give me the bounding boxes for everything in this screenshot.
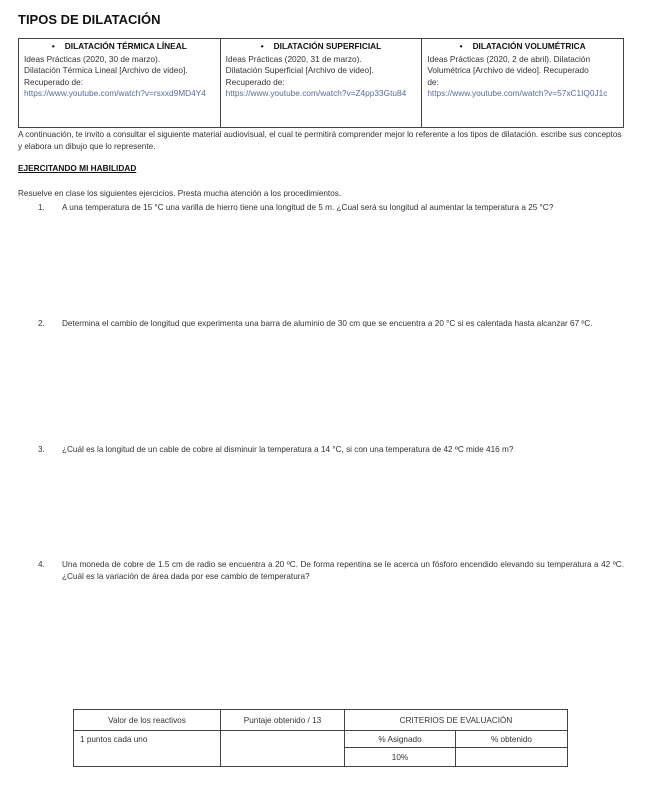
exercise-item [38,444,624,456]
video-link-linear[interactable]: https://www.youtube.com/watch?v=rsxxd9MD4Y4 [24,88,206,98]
resource-line: Recuperado de: [24,76,84,87]
exercise-number: 3. [38,445,45,454]
rubric-assigned-header: % Asignado [345,731,456,748]
resource-line: Dilatación Térmica Lineal [Archivo de video]. [24,65,188,75]
resource-line: Recuperado de: [225,76,285,87]
resource-heading: DILATACIÓN SUPERFICIAL [273,41,382,51]
rubric-score-cell[interactable] [221,731,345,767]
exercise-number: 4. [38,560,45,569]
resource-line: Volumétrica [Archivo de video]. Recuperado [427,65,589,75]
rubric-header-score: Puntaje obtenido / 13 [221,710,345,731]
resource-surface [220,39,422,128]
bullet-icon: • [260,41,264,51]
exercise-text: Determina el cambio de longitud que experimenta una barra de aluminio de 30 cm que se encuentra a 20 °C si es calentada hasta alcanzar 67 ºC. [62,319,593,328]
rubric-header-values: Valor de los reactivos [74,710,221,731]
section-title: EJERCITANDO MI HABILIDAD [18,163,137,173]
resources-table [18,38,624,128]
resource-line: Ideas Prácticas (2020, 31 de marzo). [225,53,362,64]
resource-line: de: [427,76,439,87]
rubric-obtained-header: % obtenido [456,731,568,748]
exercise-number: 2. [38,319,45,328]
intro-paragraph: A continuación, te invito a consultar el siguiente material audiovisual, el cual te permitirá comprender mejor lo referente a los tipos de dilatación. escribe sus conceptos y elabora un dibujo que lo represente. [18,130,622,151]
rubric-assigned-value: 10% [345,748,456,767]
rubric-obtained-value[interactable] [456,748,568,767]
rubric-header-criteria: CRITERIOS DE EVALUACIÓN [345,710,568,731]
video-link-surface[interactable]: https://www.youtube.com/watch?v=Z4pp33Gtu84 [225,88,407,98]
evaluation-table [73,709,568,767]
rubric-row-label: 1 puntos cada uno [74,731,221,767]
resource-line: Ideas Prácticas (2020, 2 de abril). Dilatación [427,53,591,64]
resource-volumetric [422,39,624,128]
exercise-item [38,318,624,330]
resource-linear [19,39,221,128]
page-title: TIPOS DE DILATACIÓN [18,12,161,27]
resource-heading: DILATACIÓN VOLUMÉTRICA [472,41,586,51]
resource-heading: DILATACIÓN TÉRMICA LÍNEAL [64,41,187,51]
resource-line: Dilatación Superficial [Archivo de video]. [225,65,374,75]
exercise-number: 1. [38,203,45,212]
exercise-text: Una moneda de cobre de 1.5 cm de radio se encuentra a 20 ºC. De forma repentina se le acerca un fósforo encendido elevando su temperatura a 42 ºC. ¿Cuál es la variación de área dada por ese cambio de temperatura? [62,560,624,581]
resource-line: Ideas Prácticas (2020, 30 de marzo). [24,53,161,64]
exercise-item [38,559,624,583]
exercise-text: ¿Cuál es la longitud de un cable de cobre al disminuir la temperatura a 14 °C, si con una temperatura de 42 ºC mide 416 m? [62,445,514,454]
bullet-icon: • [51,41,55,51]
instructions: Resuelve en clase los siguientes ejercicios. Presta mucha atención a los procedimientos. [18,189,342,198]
video-link-volumetric[interactable]: https://www.youtube.com/watch?v=57xC1IQ0J1c [427,88,608,98]
bullet-icon: • [459,41,463,51]
exercise-text: A una temperatura de 15 °C una varilla de hierro tiene una longitud de 5 m. ¿Cual será su longitud al aumentar la temperatura a 25 °C? [62,203,554,212]
exercise-item [38,202,624,214]
